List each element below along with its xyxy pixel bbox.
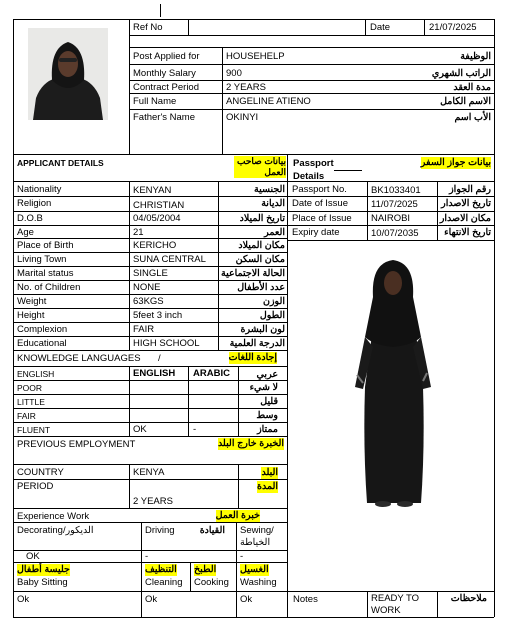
applicant-label: Religion [17, 198, 52, 209]
passport-title-line2: Details [293, 171, 325, 182]
passport-label: Date of Issue [292, 198, 348, 209]
country-label: COUNTRY [17, 467, 64, 478]
decorating-label: Decorating/الديكور [17, 525, 94, 536]
notes-value[interactable]: READY TO WORK [371, 593, 420, 616]
applicant-label-ar: عدد الأطفال [237, 282, 285, 293]
applicant-value[interactable]: 21 [133, 227, 144, 238]
babysitting-value[interactable]: Ok [17, 594, 30, 605]
applicant-label: No. of Children [17, 282, 81, 293]
applicant-label: Weight [17, 296, 47, 307]
cursor-mark [160, 4, 161, 17]
washing-label-ar: الغسيل [240, 564, 269, 575]
applicant-title-ar: بيانات صاحب العمل [234, 156, 286, 178]
passport-value[interactable]: 11/07/2025 [371, 199, 418, 210]
applicant-label: Marital status [17, 268, 74, 279]
driving-label: Driving [145, 525, 175, 536]
applicant-value[interactable]: SINGLE [133, 268, 168, 279]
applicant-label: Living Town [17, 254, 67, 265]
language-level: FAIR [17, 411, 36, 421]
passport-label: Passport No. [292, 184, 347, 195]
experience-title: Experience Work [17, 511, 90, 522]
sewing-label-ar: الخياطة [240, 537, 271, 548]
post-value[interactable]: HOUSEHELP [226, 51, 285, 62]
babysitting-label-ar: جليسة أطفال [17, 564, 70, 575]
notes-label: Notes [293, 594, 318, 605]
applicant-label: Educational [17, 338, 67, 349]
language-level-ar: قليل [260, 396, 278, 407]
language-arabic-value[interactable]: - [193, 424, 197, 435]
employment-title: PREVIOUS EMPLOYMENT [17, 439, 136, 450]
languages-head-col: ENGLISH [17, 369, 55, 379]
cleaning-label-ar: التنظيف [145, 564, 177, 575]
applicant-value[interactable]: 5feet 3 inch [133, 310, 183, 321]
washing-label: Washing [240, 577, 277, 588]
post-label-ar: الوظيفة [460, 51, 491, 62]
languages-col-arabic: ARABIC [193, 368, 230, 379]
cleaning-label: Cleaning [145, 577, 183, 588]
father-value[interactable]: OKINYI [226, 112, 259, 123]
period-label: PERIOD [17, 481, 54, 492]
languages-slash: / [158, 353, 161, 364]
cooking-label-ar: الطبخ [194, 564, 217, 575]
passport-value[interactable]: 10/07/2035 [371, 228, 419, 239]
language-level: POOR [17, 383, 43, 393]
applicant-label-ar: مكان السكن [235, 254, 285, 265]
contract-label: Contract Period [133, 82, 200, 93]
washing-value[interactable]: Ok [240, 594, 253, 605]
applicant-value[interactable]: NONE [133, 282, 161, 293]
applicant-label-ar: العمر [264, 227, 285, 238]
applicant-label-ar: الوزن [262, 296, 285, 307]
contract-label-ar: مدة العقد [453, 82, 491, 93]
languages-col-english: ENGLISH [133, 368, 176, 379]
language-level: LITTLE [17, 397, 45, 407]
fullname-label: Full Name [133, 96, 177, 107]
applicant-label-ar: الحالة الاجتماعية [221, 268, 285, 279]
passport-title-ar: بيانات جواز السفر [420, 157, 491, 168]
fullname-value[interactable]: ANGELINE ATIENO [226, 96, 311, 107]
contract-value[interactable]: 2 YEARS [226, 82, 266, 93]
applicant-label: Place of Birth [17, 240, 74, 251]
applicant-title: APPLICANT DETAILS [17, 158, 104, 168]
applicant-label-ar: تاريخ الميلاد [239, 213, 285, 224]
passport-title [293, 157, 334, 183]
applicant-label-ar: الدرجة العلمية [229, 338, 285, 349]
notes-label-ar: ملاحظات [450, 593, 487, 604]
salary-label: Monthly Salary [133, 68, 196, 79]
applicant-label-ar: مكان الميلاد [238, 240, 285, 251]
language-level-ar: وسط [256, 410, 278, 421]
country-value[interactable]: KENYA [133, 467, 165, 478]
applicant-label: Complexion [17, 324, 68, 335]
language-level-ar: لا شيء [249, 382, 278, 393]
applicant-label-ar: الجنسية [254, 184, 285, 195]
fullname-label-ar: الاسم الكامل [440, 96, 491, 107]
applicant-value[interactable]: KERICHO [133, 240, 177, 251]
languages-title: KNOWLEDGE LANGUAGES [17, 353, 141, 364]
date-value[interactable]: 21/07/2025 [429, 22, 477, 33]
passport-value[interactable]: BK1033401 [371, 185, 421, 196]
cooking-label: Cooking [194, 577, 229, 588]
date-label: Date [370, 22, 391, 33]
language-english-value[interactable]: OK [133, 424, 147, 435]
salary-label-ar: الراتب الشهري [431, 68, 491, 79]
salary-value[interactable]: 900 [226, 68, 242, 79]
post-label: Post Applied for [133, 51, 200, 62]
applicant-photo-full [343, 257, 443, 507]
applicant-value[interactable]: KENYAN [133, 185, 172, 196]
passport-label: Place of Issue [292, 213, 352, 224]
experience-title-ar: خبرة العمل [215, 510, 260, 521]
language-level: FLUENT [17, 425, 51, 435]
applicant-label-ar: الديانة [261, 198, 285, 209]
passport-label: Expiry date [292, 227, 340, 238]
language-level-ar: ممتاز [257, 424, 278, 435]
applicant-label: D.O.B [17, 213, 43, 224]
languages-title-ar: إجادة اللغات [228, 352, 277, 363]
country-label-ar: البلد [261, 467, 278, 478]
languages-col-ar: عربي [256, 369, 278, 380]
passport-label-ar: مكان الاصدار [439, 213, 491, 224]
sewing-value[interactable]: - [240, 551, 244, 562]
applicant-photo-small [28, 28, 108, 120]
driving-label-ar: القيادة [199, 525, 225, 536]
sewing-label: Sewing/ [240, 525, 274, 536]
period-label-ar: المدة [257, 481, 278, 492]
passport-label-ar: رقم الجواز [449, 184, 491, 195]
applicant-label-ar: الطول [259, 310, 285, 321]
applicant-value[interactable]: 63KGS [133, 296, 164, 307]
father-label-ar: الأب اسم [454, 112, 491, 123]
applicant-label-ar: لون البشرة [240, 324, 285, 335]
applicant-label: Nationality [17, 184, 62, 195]
ref-label: Ref No [133, 22, 163, 33]
employment-title-ar: الخبرة خارج البلد [217, 438, 284, 449]
applicant-value[interactable]: CHRISTIAN [133, 200, 185, 211]
applicant-value[interactable]: HIGH SCHOOL [133, 338, 200, 349]
applicant-label: Height [17, 310, 45, 321]
father-label: Father's Name [133, 112, 196, 123]
passport-title-underline [334, 170, 362, 171]
passport-title-line1: Passport [293, 158, 334, 169]
applicant-value[interactable]: FAIR [133, 324, 155, 335]
decorating-value[interactable]: OK [26, 551, 40, 562]
driving-value[interactable]: - [145, 551, 149, 562]
passport-value[interactable]: NAIROBI [371, 213, 411, 224]
passport-label-ar: تاريخ الاصدار [441, 198, 491, 209]
applicant-value[interactable]: SUNA CENTRAL [133, 254, 206, 265]
passport-label-ar: تاريخ الانتهاء [444, 227, 491, 238]
applicant-label: Age [17, 227, 34, 238]
babysitting-label: Baby Sitting [17, 577, 68, 588]
cleaning-value[interactable]: Ok [145, 594, 158, 605]
applicant-value[interactable]: 04/05/2004 [133, 213, 181, 224]
period-value[interactable]: 2 YEARS [133, 496, 173, 507]
